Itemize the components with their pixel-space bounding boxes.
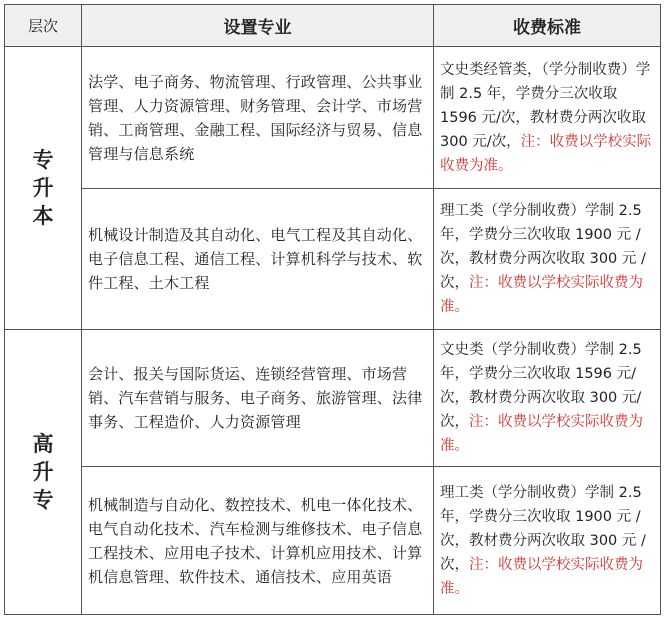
fee-table-container	[4, 4, 660, 616]
table-row	[5, 189, 661, 330]
fee-cell: 理工类（学分制收费）学制 2.5 年，学费分三次收取 1900 元 / 次，教材费分两次收取 300 元 / 次，注：收费以学校实际收费为准。	[434, 189, 661, 330]
fee-note: 注：收费以学校实际收费为准。	[440, 414, 643, 454]
majors-cell: 机械制造与自动化、数控技术、机电一体化技术、电气自动化技术、汽车检测与维修技术、电子信息工程技术、应用电子技术、计算机应用技术、计算机信息管理、软件技术、通信技术、应用英语	[82, 467, 434, 615]
level-cell-gaoshengzhuan: 高 升 专	[5, 330, 82, 615]
fee-table	[4, 4, 661, 615]
header-row	[5, 5, 661, 47]
level-cell-zhuanshengben: 专 升 本	[5, 47, 82, 330]
fee-note: 注：收费以学校实际收费为准。	[440, 133, 652, 174]
majors-cell: 机械设计制造及其自动化、电气工程及其自动化、电子信息工程、通信工程、计算机科学与技术、软件工程、土木工程	[82, 189, 434, 330]
header-level: 层次	[5, 5, 82, 47]
fee-note: 注：收费以学校实际收费为准。	[440, 275, 643, 315]
header-majors: 设置专业	[82, 5, 434, 47]
header-fees: 收费标准	[434, 5, 661, 47]
table-row	[5, 330, 661, 467]
table-row	[5, 47, 661, 189]
majors-cell: 法学、电子商务、物流管理、行政管理、公共事业管理、人力资源管理、财务管理、会计学、市场营销、工商管理、金融工程、国际经济与贸易、信息管理与信息系统	[82, 47, 434, 189]
fee-cell: 文史类（学分制收费）学制 2.5 年，学费分三次收取 1596 元/次，教材费分两次收取 300 元/次，注：收费以学校实际收费为准。	[434, 330, 661, 467]
table-row	[5, 467, 661, 615]
majors-cell: 会计、报关与国际货运、连锁经营管理、市场营销、汽车营销与服务、电子商务、旅游管理、法律事务、工程造价、人力资源管理	[82, 330, 434, 467]
fee-note: 注：收费以学校实际收费为准。	[440, 556, 643, 597]
fee-cell: 文史类经管类，（学分制收费）学制 2.5 年，学费分三次收取 1596 元/次，教材费分两次收取 300 元/次，注：收费以学校实际收费为准。	[434, 47, 661, 189]
fee-cell: 理工类（学分制收费）学制 2.5 年，学费分三次收取 1900 元 / 次，教材费分两次收取 300 元 / 次，注：收费以学校实际收费为准。	[434, 467, 661, 615]
